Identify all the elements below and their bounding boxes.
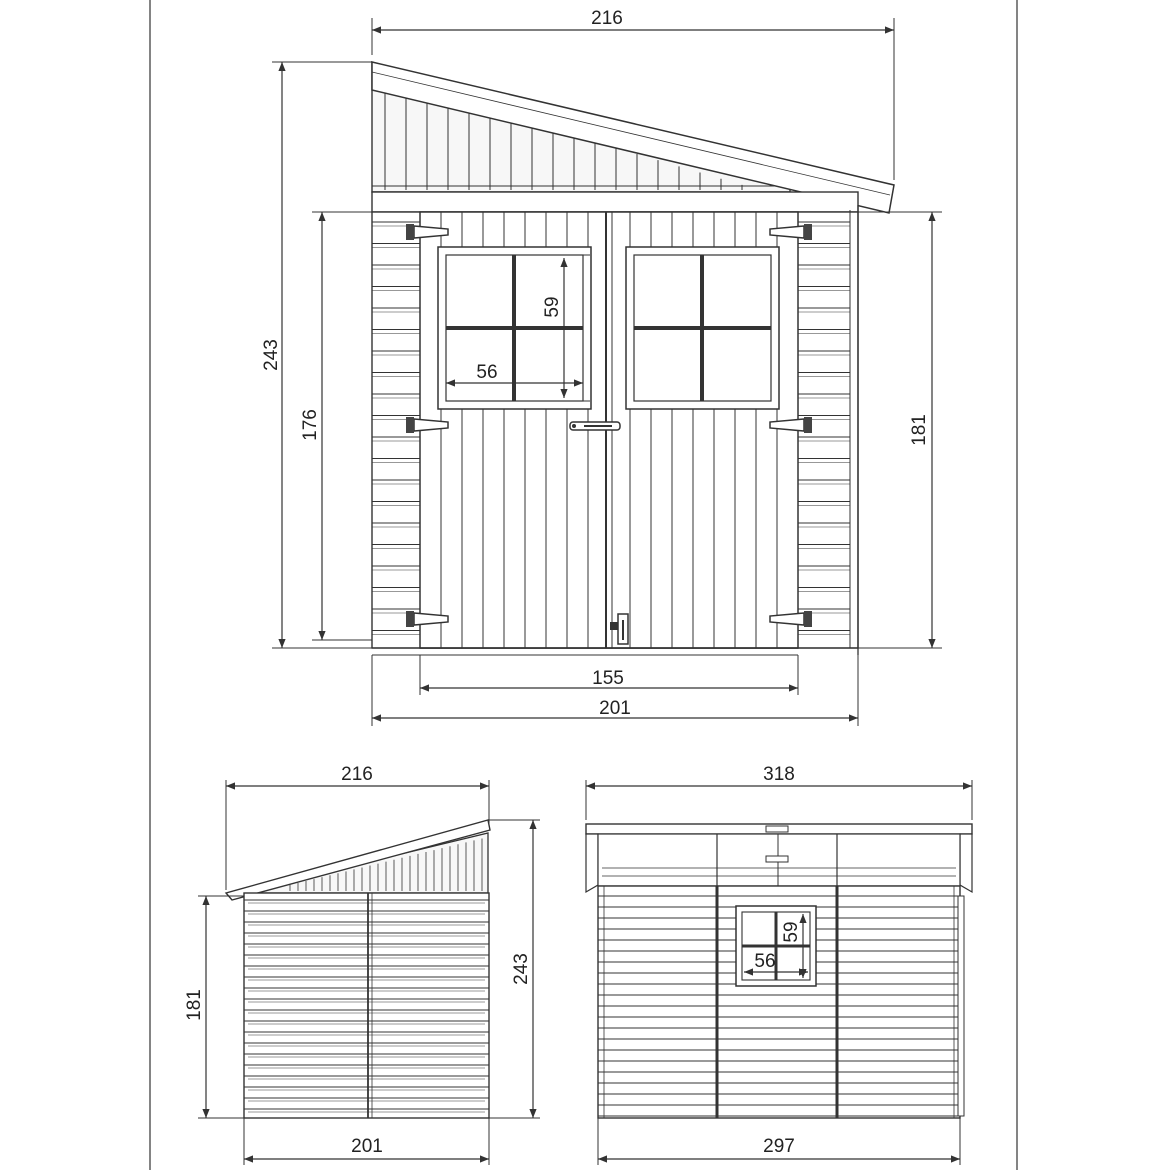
front-width-label: 216 xyxy=(591,8,623,29)
door-width-dimension xyxy=(420,655,798,695)
back-view xyxy=(586,764,972,1165)
back-window-height-label: 59 xyxy=(781,921,802,943)
front-window-width-label: 56 xyxy=(476,362,498,383)
door-latch-icon xyxy=(570,422,620,430)
front-base-width-label: 201 xyxy=(599,698,631,719)
front-view xyxy=(261,8,942,726)
back-base-width-label: 297 xyxy=(763,1136,795,1157)
wall-height-label: 181 xyxy=(909,414,930,446)
wall-height-dimension xyxy=(858,212,942,648)
side-wall-height-dimension xyxy=(184,896,244,1118)
front-window-height-label: 59 xyxy=(542,296,563,318)
back-roof xyxy=(586,824,972,892)
front-base-width-dimension xyxy=(372,655,858,726)
front-height-label: 243 xyxy=(261,339,282,371)
side-view xyxy=(184,764,540,1165)
door-width-label: 155 xyxy=(592,668,624,689)
side-wall-height-label: 181 xyxy=(184,989,205,1021)
back-width-dimension xyxy=(586,764,972,820)
back-window xyxy=(736,906,816,986)
back-base-width-dimension xyxy=(598,1118,960,1165)
side-width-label: 216 xyxy=(341,764,373,785)
side-height-label: 243 xyxy=(511,953,532,985)
side-wall xyxy=(244,893,489,1118)
front-window-right xyxy=(626,247,779,409)
back-width-label: 318 xyxy=(763,764,795,785)
side-base-width-label: 201 xyxy=(351,1136,383,1157)
front-height-dimension xyxy=(261,62,372,648)
front-window-left xyxy=(438,247,591,409)
side-base-width-dimension xyxy=(244,1118,489,1165)
door-height-label: 176 xyxy=(300,409,321,441)
side-height-dimension xyxy=(489,820,540,1118)
back-window-width-label: 56 xyxy=(754,951,776,972)
